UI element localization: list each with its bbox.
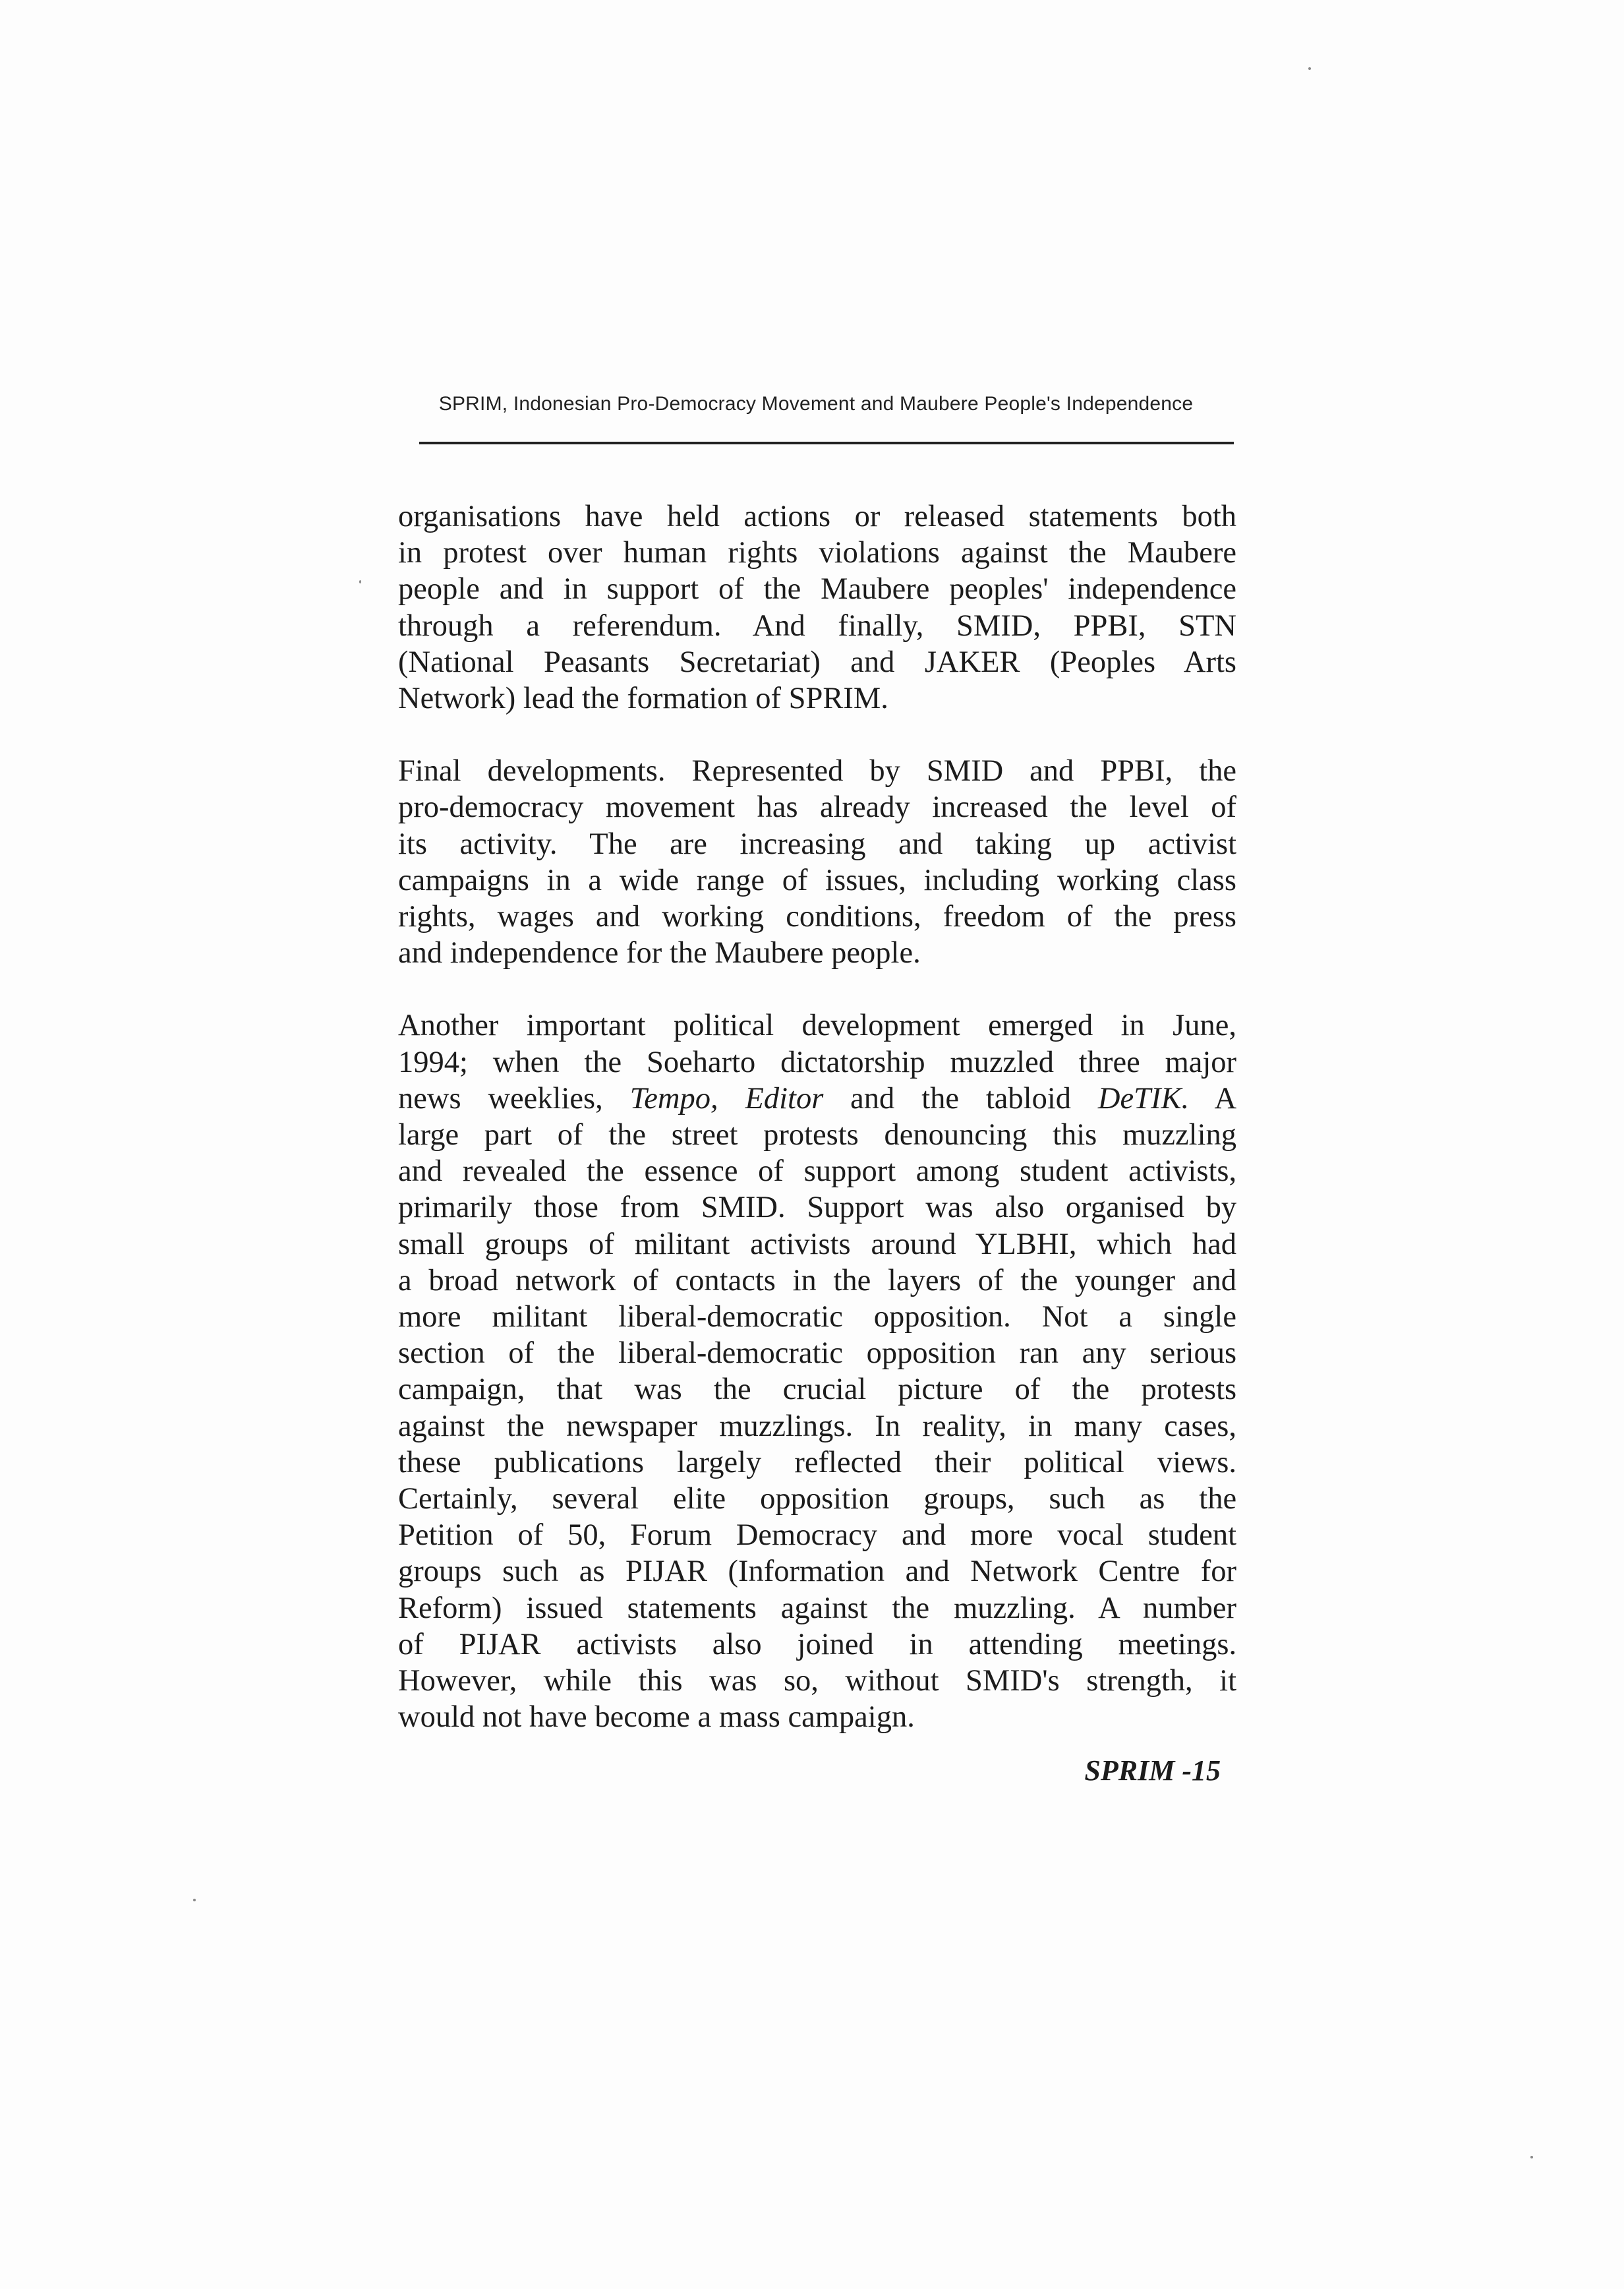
text-line: and revealed the essence of support among student activists, xyxy=(398,1154,1237,1189)
text-line: rights, wages and working conditions, freedom of the press xyxy=(398,900,1236,934)
text-line: would not have become a mass campaign. xyxy=(398,1700,915,1735)
text-line: groups such as PIJAR (Information and Network Centre for xyxy=(398,1555,1237,1589)
text-line: more militant liberal-democratic opposition. Not a single xyxy=(398,1300,1236,1334)
text-line: campaign, that was the crucial picture of the protests xyxy=(398,1373,1237,1407)
text-line: organisations have held actions or released statements both xyxy=(398,500,1236,533)
text-line: Certainly, several elite opposition groups, such as the xyxy=(398,1482,1237,1516)
text-line: campaigns in a wide range of issues, including working class xyxy=(398,863,1236,897)
text-line: against the newspaper muzzlings. In reality, in many cases, xyxy=(398,1409,1236,1443)
text-line: Network) lead the formation of SPRIM. xyxy=(398,682,888,716)
text-line: and independence for the Maubere people. xyxy=(398,936,921,970)
running-header: SPRIM, Indonesian Pro-Democracy Movement and Maubere People's Independence xyxy=(438,393,1194,415)
text-line: news weeklies, Tempo, Editor and the tabloid DeTIK. A xyxy=(398,1081,1237,1115)
text-line: pro-democracy movement has already increased the level of xyxy=(398,790,1236,825)
text-line: people and in support of the Maubere peoples' independence xyxy=(398,572,1236,607)
text-line: section of the liberal-democratic opposition ran any serious xyxy=(398,1336,1237,1371)
body-text xyxy=(398,498,1236,1772)
text-line: primarily those from SMID. Support was also organised by xyxy=(398,1191,1237,1225)
text-line: of PIJAR activists also joined in attending meetings. xyxy=(398,1627,1237,1661)
text-line: these publications largely reflected their political views. xyxy=(398,1445,1237,1479)
text-line: small groups of militant activists around YLBHI, which had xyxy=(398,1227,1237,1261)
text-line: Reform) issued statements against the muzzling. A number xyxy=(398,1591,1237,1625)
paragraph-2 xyxy=(398,753,1236,971)
text-line: Petition of 50, Forum Democracy and more vocal student xyxy=(398,1518,1237,1553)
text-line: its activity. The are increasing and taking up activist xyxy=(398,827,1236,861)
text-line: a broad network of contacts in the layers of the younger and xyxy=(398,1263,1236,1297)
paragraph-1 xyxy=(398,498,1236,717)
scan-speck xyxy=(1308,67,1311,70)
scan-speck xyxy=(1530,2156,1533,2158)
text-line: in protest over human rights violations against the Maubere xyxy=(398,536,1236,570)
text-line: Final developments. Represented by SMID and PPBI, the xyxy=(398,754,1236,788)
page-folio: SPRIM -15 xyxy=(1084,1754,1221,1787)
scan-speck xyxy=(359,580,361,583)
paragraph-3 xyxy=(398,1007,1236,1735)
scan-speck xyxy=(193,1899,196,1901)
text-line: large part of the street protests denouncing this muzzling xyxy=(398,1118,1236,1152)
header-rule xyxy=(419,442,1234,444)
text-line: However, while this was so, without SMID's strength, it xyxy=(398,1664,1236,1698)
text-line: 1994; when the Soeharto dictatorship muzzled three major xyxy=(398,1045,1237,1079)
text-line: Another important political development emerged in June, xyxy=(398,1009,1236,1043)
text-line: (National Peasants Secretariat) and JAKER (Peoples Arts xyxy=(398,645,1236,679)
text-line: through a referendum. And finally, SMID, PPBI, STN xyxy=(398,609,1236,643)
